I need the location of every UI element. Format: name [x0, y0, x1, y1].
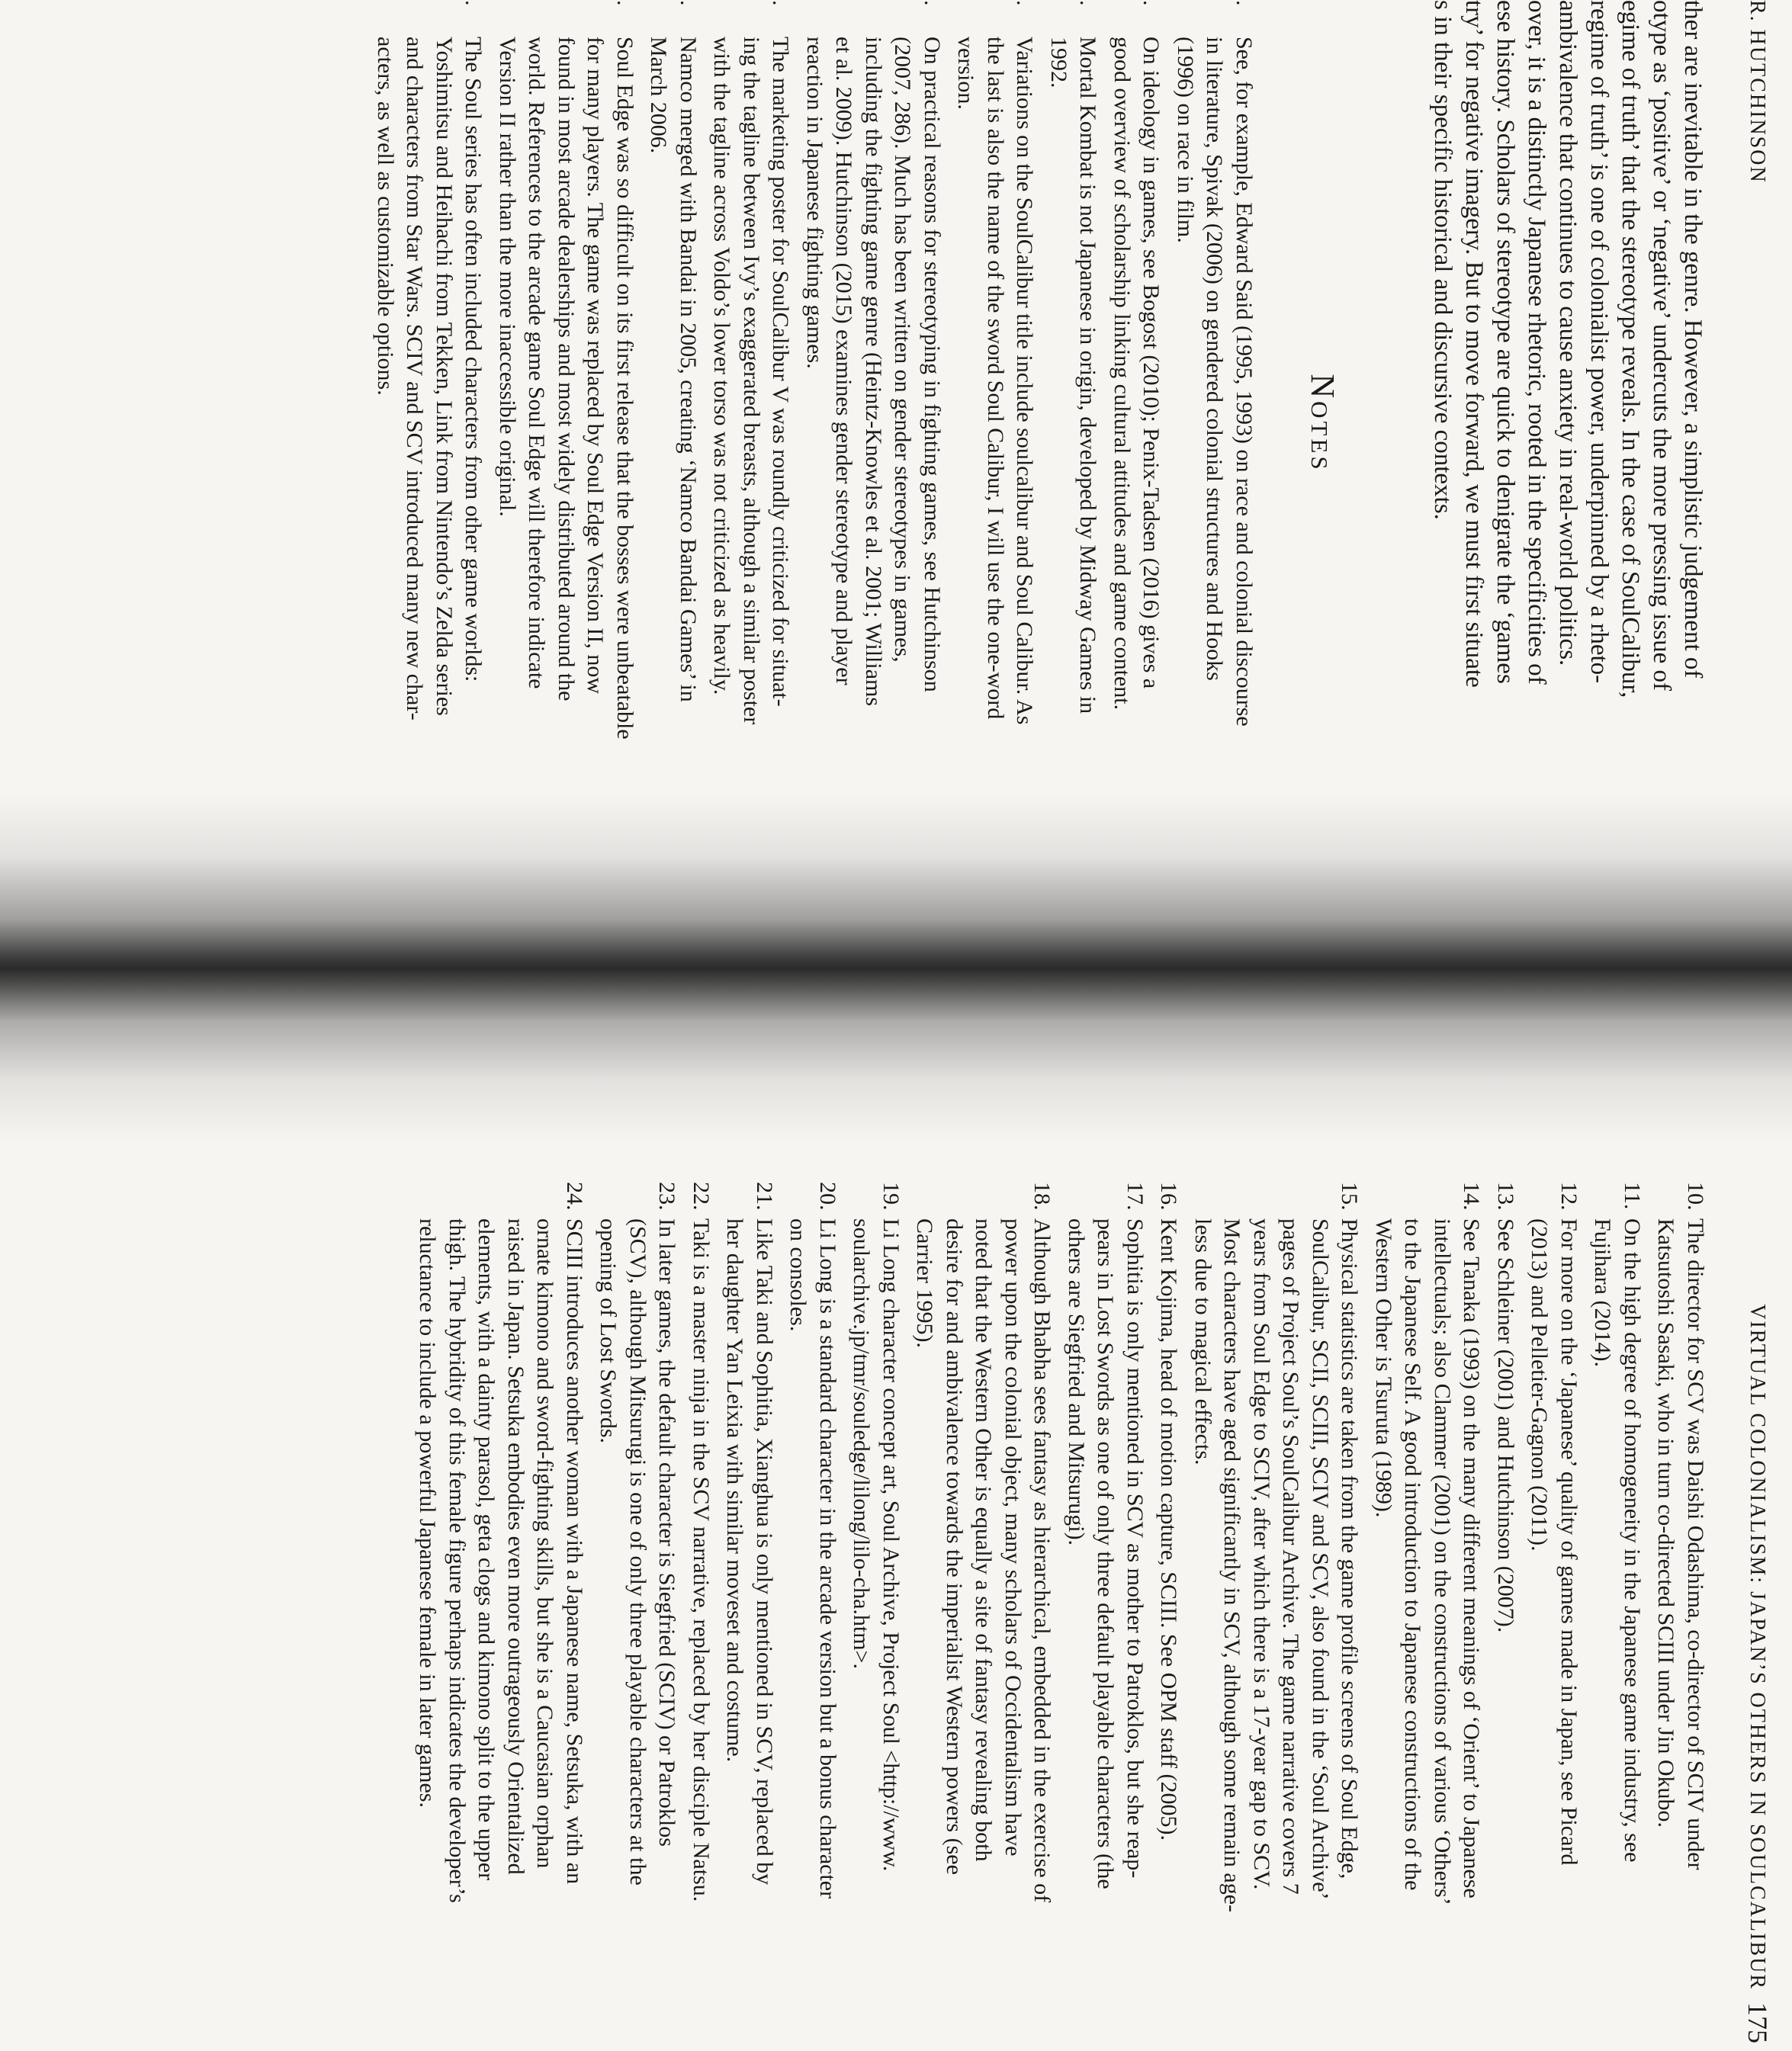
footnote-number: 17. [1122, 1182, 1148, 1211]
footnote [910, 1182, 1057, 2028]
footnote-text: Taki is a master ninja in the SCV narrative, replaced by her disciple Natsu. [689, 1218, 714, 1902]
footnote-text: Mortal Kombat is not Japanese in origin, developed by Midway Games in [1075, 37, 1101, 714]
left-page [0, 0, 1792, 877]
footnote [1154, 1182, 1183, 2028]
footnote-text: pages of Project Soul’s SoulCalibur Archive. The game narrative covers 7 [1278, 1218, 1304, 1895]
footnote-text: her daughter Yan Leixia with similar moveset and costume. [722, 1218, 748, 1763]
footnote-text: Kent Kojima, head of motion capture, SCIII. See OPM staff (2005). [1156, 1218, 1182, 1841]
footnote-text: with the tagline across Voldo’s lower torso was not criticized as heavily. [709, 37, 735, 695]
footnote [951, 0, 1039, 846]
footnote-number: 15. [1337, 1182, 1363, 1211]
footnote [593, 1182, 682, 2028]
footnote-number: . [612, 0, 637, 6]
footnote-text: On ideology in games, see Bogost (2010); Penix-Tadsen (2016) gives a [1138, 37, 1164, 689]
footnote-text: Li Long is a standard character in the arcade version but a bonus character [815, 1218, 840, 1899]
footnote-text: acters, as well as customizable options. [373, 37, 398, 396]
footnote-text: version. [953, 37, 979, 110]
footnote-text: (1996) on race in film. [1173, 37, 1198, 243]
footnote [413, 1182, 589, 2028]
footnote-text: Most characters have aged significantly in SCV, although some remain age- [1219, 1218, 1245, 1913]
footnote-text: good overview of scholarship linking cultural attitudes and game content. [1110, 37, 1135, 711]
body-line: regime of truth’ is one of colonialist power, underpinned by a rheto- [1585, 0, 1613, 684]
footnote-text: et al. 2009). Hutchinson (2015) examines gender stereotype and player [831, 37, 857, 685]
footnote-number: 20. [815, 1182, 840, 1211]
footnote-text: desire for and ambivalence towards the imperialist Western powers (see [942, 1218, 967, 1875]
notes-list-right [408, 1182, 1710, 2028]
footnote-text: reluctance to include a powerful Japanese female in later games. [415, 1218, 441, 1808]
footnote-text: ing the tagline between Ivy’s exaggerated breasts, although a similar poster [739, 37, 764, 725]
footnote [1524, 1182, 1583, 2028]
footnote-text: found in most arcade dealerships and most widely distributed around the [554, 37, 579, 701]
footnote-number: 18. [1029, 1182, 1055, 1211]
running-head-title: VIRTUAL COLONIALISM: JAPAN’S OTHERS IN SOULCALIBUR [1745, 1304, 1769, 1990]
footnote-text: (2013) and Pelletier-Gagnon (2011). [1527, 1218, 1553, 1552]
body-line: egime of truth’ that the stereotype reveals. In the case of SoulCalibur, [1617, 0, 1644, 698]
footnote-number: 14. [1459, 1182, 1485, 1211]
footnote-text: Namco merged with Bandai in 2005, creating ‘Namco Bandai Games’ in [676, 37, 701, 702]
footnote-text: others are Siegfried and Mitsurugi). [1064, 1218, 1089, 1546]
footnote-text: intellectuals; also Clammer (2001) on the constructions of various ‘Others’ [1430, 1218, 1455, 1905]
footnote-text: raised in Japan. Setsuka embodies even more outrageously Orientalized [503, 1218, 528, 1875]
footnote [493, 0, 640, 846]
footnote-text: the last is also the name of the sword Soul Calibur, I will use the one-word [983, 37, 1008, 720]
footnote-text: On practical reasons for stereotyping in fighting games, see Hutchinson [920, 37, 945, 692]
footnote-text: See, for example, Edward Said (1995, 1993) on race and colonial discourse [1232, 37, 1257, 727]
footnote-text: Sophitia is only mentioned in SCV as mother to Patroklos, but she reap- [1122, 1218, 1148, 1879]
body-line: try’ for negative imagery. But to move forward, we must first situate [1460, 0, 1488, 688]
book-gutter-shadow [0, 793, 1792, 1144]
footnote-text: The marketing poster for SoulCalibur V was roundly criticized for situat- [768, 37, 794, 707]
footnote-text: March 2006. [646, 37, 672, 154]
footnote-text: (2007, 286). Much has been written on gender stereotypes in games, [890, 37, 916, 663]
footnote-text: Variations on the SoulCalibur title include soulcalibur and Soul Calibur. As [1012, 37, 1038, 725]
footnote-text: SoulCalibur, SCII, SCIII, SCIV and SCV, also found in the ‘Soul Archive’ [1308, 1218, 1333, 1900]
footnote-text: and characters from Star Wars. SCIV and SCV introduced many new char- [402, 37, 428, 721]
footnote [1171, 0, 1259, 846]
footnote-text: elements, with a dainty parasol, geta clogs and kimono split to the upper [474, 1218, 499, 1881]
footnote [720, 1182, 779, 2028]
footnote-text: Li Long character concept art, Soul Archive, Project Soul <http://www. [878, 1218, 904, 1872]
footnote-text: to the Japanese Self. A good introduction to Japanese constructions of the [1400, 1218, 1426, 1891]
footnote-text: 1992. [1046, 37, 1071, 88]
notes-list-left [366, 0, 1259, 846]
footnote-text: Katsutoshi Sasaki, who in turn co-directed SCIII under Jin Okubo. [1653, 1218, 1679, 1828]
footnote-number: 24. [562, 1182, 587, 1211]
footnote [371, 0, 488, 846]
footnote-number: . [768, 0, 794, 6]
footnote-text: Western Other is Tsuruta (1989). [1371, 1218, 1396, 1518]
footnote-text: years from Soul Edge to SCIV, after which there is a 17-year gap to SCV. [1249, 1218, 1274, 1890]
footnote [1491, 1182, 1521, 2028]
footnote-text: In later games, the default character is Siegfried (SCIV) or Patroklos [654, 1218, 680, 1847]
footnote [846, 1182, 905, 2028]
footnote-number: . [1138, 0, 1164, 6]
footnote-number: 16. [1156, 1182, 1182, 1211]
footnote-text: pears in Lost Swords as one of only three default playable characters (the [1093, 1218, 1119, 1889]
footnote-number: 19. [878, 1182, 904, 1211]
footnote-text: Carrier 1995). [912, 1218, 938, 1348]
footnote [1107, 0, 1166, 846]
footnote-text: world. References to the arcade game Soul Edge will therefore indicate [524, 37, 550, 689]
footnote-text: for many players. The game was replaced by Soul Edge Version II, now [583, 37, 609, 694]
footnote [707, 0, 795, 846]
footnote-text: power upon the colonial object, many scholars of Occidentalism have [1000, 1218, 1026, 1857]
footnote-text: SCIII introduces another woman with a Japanese name, Setsuka, with an [562, 1218, 587, 1885]
footnote [1061, 1182, 1150, 2028]
footnote-number: 11. [1620, 1182, 1645, 1210]
footnote-text: (SCV), although Mitsurugi is one of only three playable characters at the [625, 1218, 650, 1886]
running-head-author: R. HUTCHINSON [1745, 0, 1769, 184]
footnote-number: 10. [1683, 1182, 1708, 1211]
footnote-number: . [461, 0, 487, 6]
footnote-text: thigh. The hybridity of this female figure perhaps indicates the developer’s [445, 1218, 470, 1903]
footnote-text: Yoshimitsu and Heihachi from Tekken, Link from Nintendo’s Zelda series [432, 37, 457, 716]
footnote [644, 0, 702, 846]
footnote-number: 22. [689, 1182, 714, 1211]
footnote-text: See Schleiner (2001) and Hutchinson (2007). [1493, 1218, 1518, 1633]
footnote [800, 0, 947, 846]
footnote-text: Version II rather than the more inaccessible original. [495, 37, 520, 517]
footnote-text: ornate kimono and sword-fighting skills, but she is a Caucasian orphan [532, 1218, 558, 1869]
footnote-number: . [1075, 0, 1101, 6]
notes-heading: Notes [1304, 374, 1341, 473]
footnote-text: opening of Lost Swords. [596, 1218, 621, 1443]
footnote-number: 13. [1493, 1182, 1518, 1211]
footnote-number: 21. [752, 1182, 777, 1211]
right-page [0, 1159, 1792, 2051]
body-line: ther are inevitable in the genre. However, a simplistic judgement of [1679, 0, 1707, 679]
footnote-text: Although Bhabha sees fantasy as hierarchical, embedded in the exercise of [1029, 1218, 1055, 1903]
body-line: otype as ‘positive’ or ‘negative’ undercuts the more pressing issue of [1648, 0, 1675, 692]
footnote-text: less due to magical effects. [1190, 1218, 1216, 1465]
footnote-text: For more on the ‘Japanese’ quality of games made in Japan, see Picard [1556, 1218, 1582, 1866]
footnote [1588, 1182, 1646, 2028]
body-line: s in their specific historical and discursive contexts. [1429, 0, 1456, 520]
footnote [1188, 1182, 1364, 2028]
footnote [783, 1182, 842, 2028]
footnote-number: . [1012, 0, 1038, 6]
footnote [1369, 1182, 1486, 2028]
body-line: ese history. Scholars of stereotype are quick to denigrate the ‘games [1492, 0, 1519, 684]
footnote-number: . [920, 0, 945, 6]
footnote-number: . [1232, 0, 1257, 6]
footnote [1044, 0, 1103, 846]
footnote [686, 1182, 716, 2028]
footnote-text: soularchive.jp/tmr/souledge/lilong/lilo-cha.htm>. [849, 1218, 875, 1669]
footnote-text: including the fighting game genre (Heintz-Knowles et al. 2001; Williams [861, 37, 886, 707]
footnote-text: noted that the Western Other is equally a site of fantasy revealing both [971, 1218, 997, 1862]
page-number: 175 [1742, 2002, 1773, 2043]
footnote [1651, 1182, 1710, 2028]
body-line: ambivalence that continues to cause anxiety in real-world politics. [1554, 0, 1582, 666]
footnote-text: Soul Edge was so difficult on its first release that the bosses were unbeatable [612, 37, 637, 740]
body-text [1427, 0, 1708, 846]
footnote-text: reaction in Japanese fighting games. [802, 37, 827, 369]
body-line: over, it is a distinctly Japanese rhetoric, rooted in the specificities of [1523, 0, 1550, 685]
footnote-text: on consoles. [785, 1218, 811, 1332]
footnote-text: See Tanaka (1993) on the many different meanings of ‘Orient’ to Japanese [1459, 1218, 1485, 1899]
footnote-text: The Soul series has often included characters from other game worlds: [461, 37, 487, 682]
footnote-text: in literature, Spivak (2006) on gendered colonial structures and Hooks [1202, 37, 1228, 681]
footnote-number: . [676, 0, 701, 6]
footnote-text: Physical statistics are taken from the game profile screens of Soul Edge, [1337, 1218, 1363, 1879]
footnote-text: On the high degree of homogeneity in the Japanese game industry, see [1620, 1218, 1645, 1863]
footnote-text: The director for SCV was Daishi Odashima, co-director of SCIV under [1683, 1218, 1708, 1870]
footnote-number: 23. [654, 1182, 680, 1211]
footnote-text: Fujihara (2014). [1590, 1218, 1616, 1367]
footnote-text: Like Taki and Sophitia, Xianghua is only mentioned in SCV, replaced by [752, 1218, 777, 1886]
footnote-number: 12. [1556, 1182, 1582, 1211]
